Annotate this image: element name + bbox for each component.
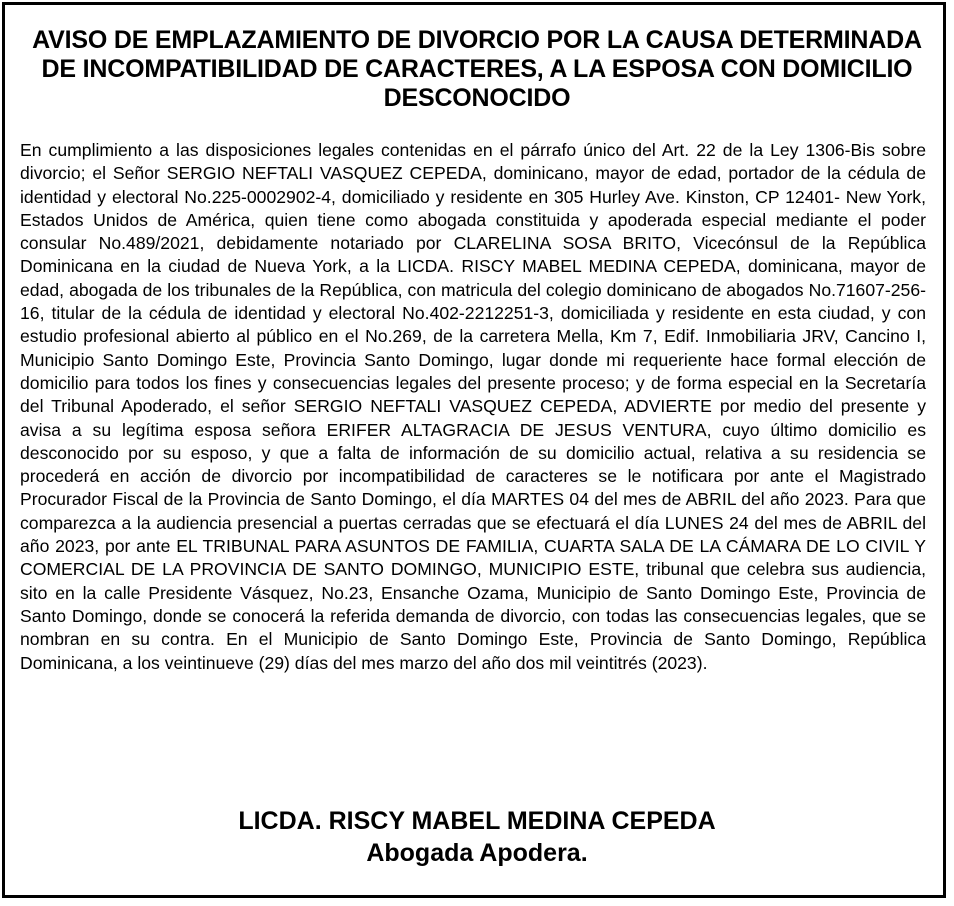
notice-title: AVISO DE EMPLAZAMIENTO DE DIVORCIO POR LA CAUSA DETERMINADA DE INCOMPATIBILIDAD DE CARACTERES, A LA ESPOSA CON DOMICILIO DESCONOCIDO [32, 26, 922, 112]
signature-name: LICDA. RISCY MABEL MEDINA CEPEDA [238, 807, 716, 835]
notice-body [20, 139, 926, 675]
notice-body-part2: puertas cerradas que se efectuará el día LUNES 24 del mes de ABRIL del año 2023, por ante EL TRIBUNAL PARA ASUNTOS DE FAMILIA, CUARTA SALA DE LA CÁMARA DE LO CIVIL Y COMERCIAL DE LA PROVINCIA DE SANTO DOMINGO, MUNICIPIO ESTE, tribunal que celebra sus audiencia, sito en la calle Presidente Vásquez, No.23, Ensanche Ozama, Municipio de Santo Domingo Este, Provincia de Santo Domingo, donde se conocerá la referida demanda de divorcio, con todas las consecuencias legales, que se nombran en su contra. En el Municipio de Santo Domingo Este, Provincia de Santo Domingo, República Dominicana, a los veintinueve (29) días del mes marzo del año dos mil veintitrés (2023). [20, 512, 926, 673]
signature-role: Abogada Apodera. [366, 839, 588, 867]
notice-body-part1: En cumplimiento a las disposiciones legales contenidas en el párrafo único del Art. 22 de la Ley 1306-Bis sobre divorcio; el Señor SERGIO NEFTALI VASQUEZ CEPEDA, dominicano, mayor de edad, portador de la cédula de identidad y electoral No.225-0002902-4, domiciliado y residente en 305 Hurley Ave. Kinston, CP 12401- New York, Estados Unidos de América, quien tiene como abogada constituida y apoderada especial mediante el poder consular No.489/2021, debidamente notariado por CLARELINA SOSA BRITO, Vicecónsul de la República Dominicana en la ciudad de Nueva York, a la LICDA. RISCY MABEL MEDINA CEPEDA, dominicana, mayor de edad, abogada de los tribunales de la República, con matricula del colegio dominicano de abogados No.71607-256-16, titular de la cédula de identidad y electoral No.402-2212251-3, domiciliada y residente en esta ciudad, y con estudio profesional abierto al público en el No.269, de la carretera Mella, Km 7, Edif. Inmobiliaria JRV, Cancino I, Municipio Santo Domingo Este, Provincia Santo Domingo, lugar donde mi requeriente hace formal elección de domicilio para todos los fines y consecuencias legales del presente proceso; y de forma especial en la Secretaría del Tribunal Apoderado, el señor SERGIO NEFTALI VASQUEZ CEPEDA, ADVIERTE por medio del presente y avisa a su legítima esposa señora ERIFER ALTAGRACIA DE JESUS VENTURA, cuyo último domicilio es desconocido por su esposo, y que a falta de información de su domicilio actual, relativa a su residencia se procederá en acción de divorcio por incompatibilidad de caracteres se le notificara por ante el Magistrado Procurador Fiscal de la Provincia de Santo Domingo, el día MARTES 04 del mes de ABRIL del año 2023. Para que comparezca a la audiencia presencial a [20, 140, 926, 533]
